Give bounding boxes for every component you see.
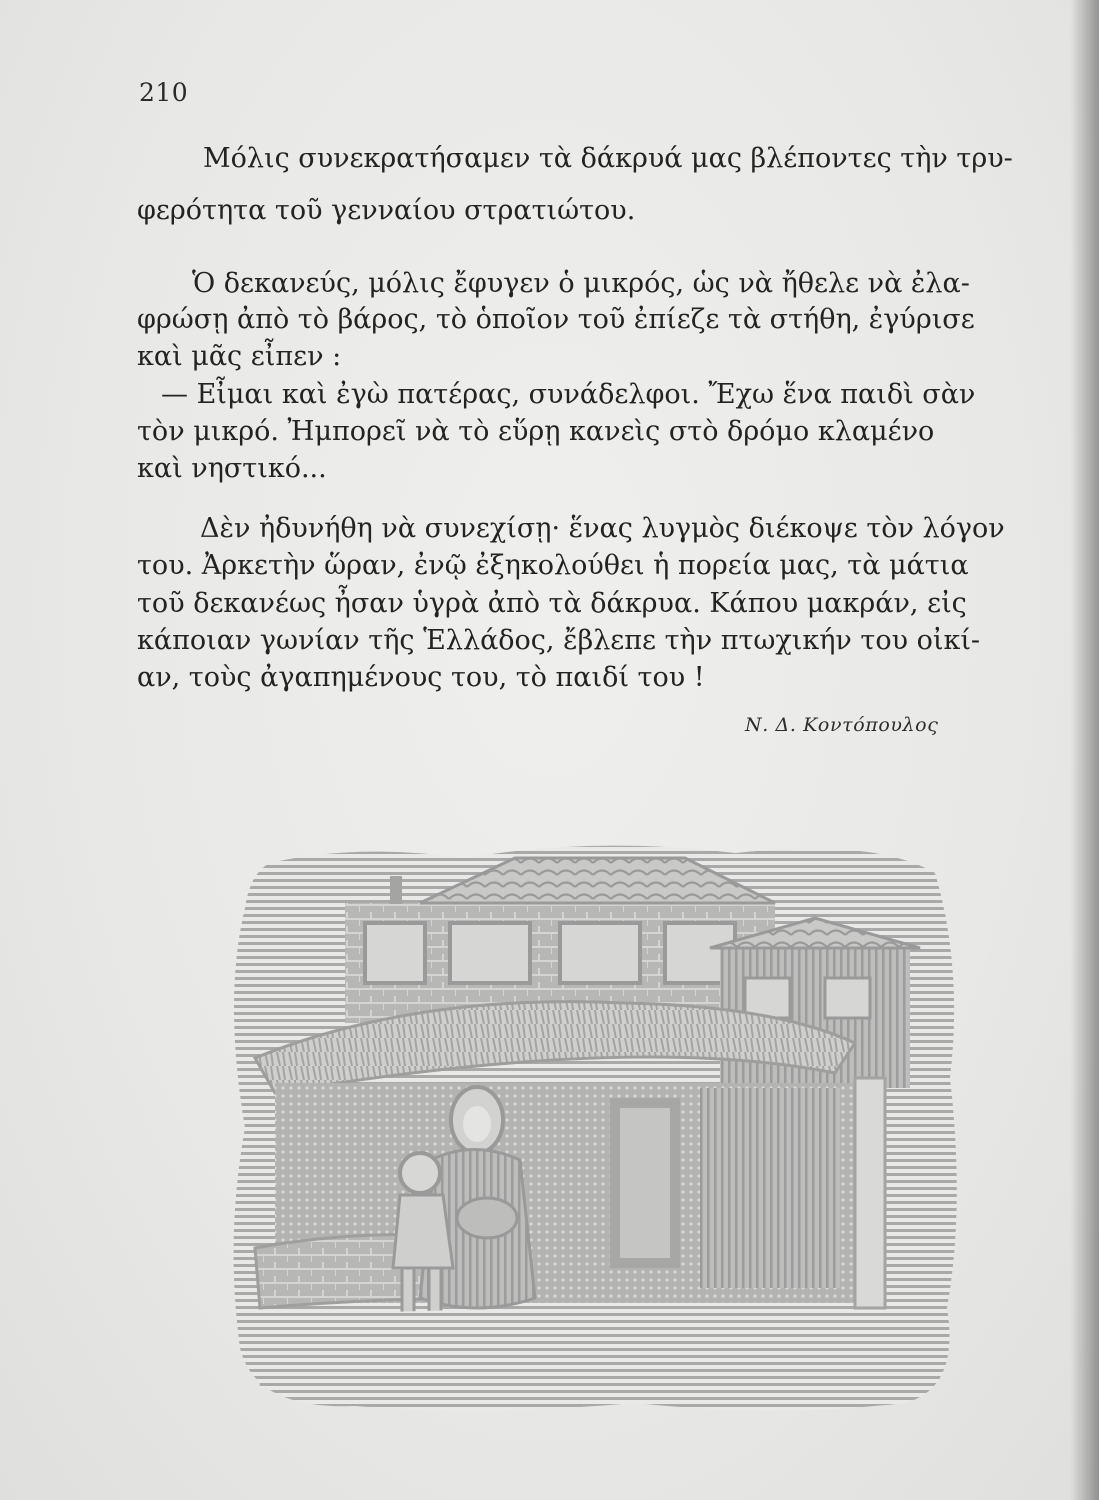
text-line-8: καὶ νηστικό... <box>137 453 327 484</box>
text-line-5: καὶ μᾶς εἶπεν : <box>137 341 342 372</box>
woodcut-svg <box>215 828 970 1418</box>
author-signature: Ν. Δ. Κοντόπουλος <box>745 714 939 736</box>
text-line-6: — Εἶμαι καὶ ἐγὼ πατέρας, συνάδελφοι. Ἔχω ἕνα παιδὶ σὰν <box>161 379 976 410</box>
text-line-7: τὸν μικρό. Ἠμπορεῖ νὰ τὸ εὕρῃ κανεὶς στὸ δρόμο κλαμένο <box>137 416 935 447</box>
text-line-4: φρώσῃ ἀπὸ τὸ βάρος, τὸ ὁποῖον τοῦ ἐπίεζε τὰ στήθη, ἐγύρισε <box>137 304 975 335</box>
text-line-1: Μόλις συνεκρατήσαμεν τὰ δάκρυά μας βλέποντες τὴν τρυ- <box>203 143 1013 174</box>
text-line-3: Ὁ δεκανεύς, μόλις ἔφυγεν ὁ μικρός, ὡς νὰ ἤθελε νὰ ἐλα- <box>192 268 970 299</box>
text-line-11: τοῦ δεκανέως ἦσαν ὑγρὰ ἀπὸ τὰ δάκρυα. Κάπου μακράν, εἰς <box>137 588 967 619</box>
text-line-9: Δὲν ἠδυνήθη νὰ συνεχίσῃ· ἕνας λυγμὸς διέκοψε τὸν λόγον <box>200 513 1005 544</box>
woodcut-house-mother-child-illustration <box>215 828 970 1418</box>
page-number: 210 <box>139 78 189 107</box>
text-line-12: κάποιαν γωνίαν τῆς Ἑλλάδος, ἔβλεπε τὴν πτωχικήν του οἰκί- <box>137 625 981 656</box>
text-line-2: φερότητα τοῦ γενναίου στρατιώτου. <box>137 195 636 226</box>
text-line-13: αν, τοὺς ἀγαπημένους του, τὸ παιδί του ! <box>137 662 705 693</box>
text-line-10: του. Ἀρκετὴν ὥραν, ἐνῷ ἐξηκολούθει ἡ πορεία μας, τὰ μάτια <box>137 550 969 581</box>
